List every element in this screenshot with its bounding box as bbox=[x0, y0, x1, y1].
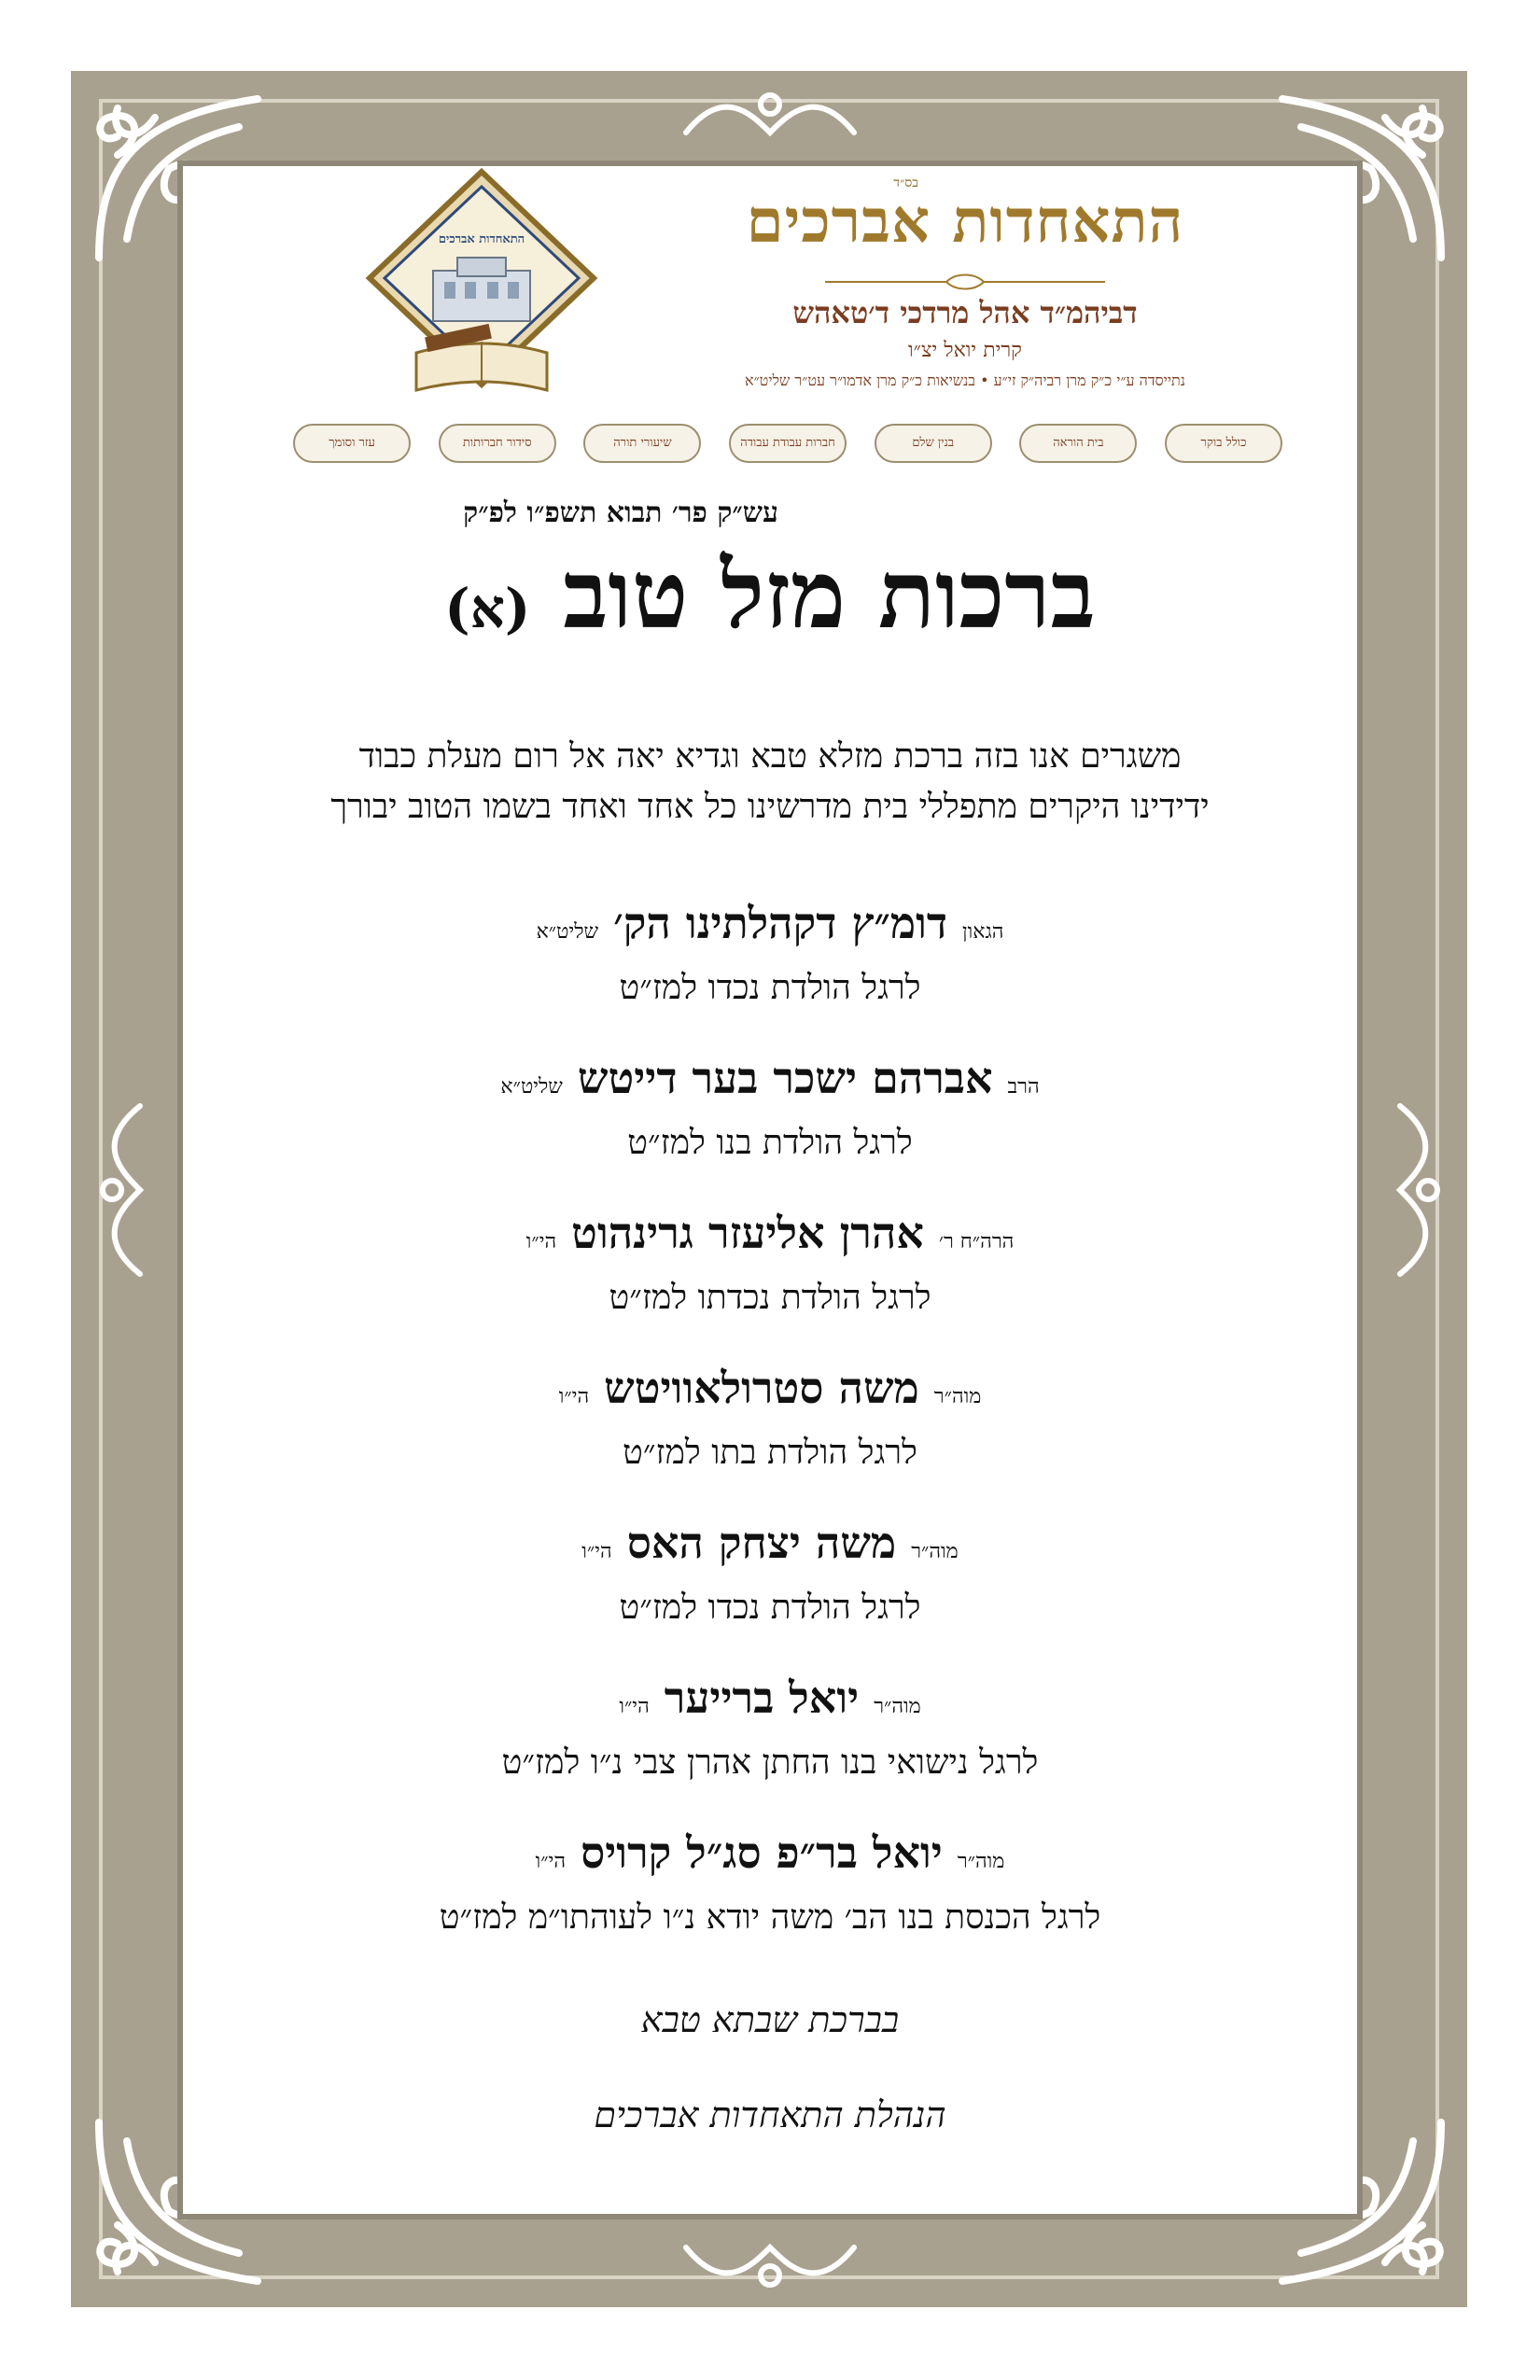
recipient-name: משה סטרולאוויטש bbox=[604, 1363, 919, 1413]
bsd-mark: בס״ד bbox=[893, 175, 918, 190]
recipient-suffix: שליט״א bbox=[500, 1075, 563, 1099]
recipient-suffix: שליט״א bbox=[536, 920, 599, 944]
occasion-text: לרגל הכנסת בנו הב׳ משה יודא נ״ו לעוהתו״מ למז״ט bbox=[439, 1898, 1101, 1937]
recipient-line bbox=[183, 1204, 1357, 1271]
recipient-name: אברהם ישכר בער דייטש bbox=[577, 1053, 993, 1103]
edge-ornament-left bbox=[84, 1097, 159, 1283]
nav-item-ezer-vesomech[interactable]: עזר וסומך bbox=[293, 424, 411, 463]
congratulation-entry bbox=[183, 1049, 1357, 1204]
recipient-title: הגאון bbox=[962, 920, 1004, 944]
recipient-name: משה יצחק האס bbox=[626, 1518, 897, 1568]
title-number: (א) bbox=[444, 577, 531, 640]
signature-line: הנהלת התאחדות אברכים bbox=[594, 2094, 946, 2135]
recipient-line bbox=[183, 1049, 1357, 1116]
recipient-title: הרה״ח ר׳ bbox=[938, 1230, 1015, 1253]
occasion-text: לרגל נישואי בנו החתן אהרן צבי נ״ו למז״ט bbox=[501, 1743, 1039, 1782]
recipient-suffix: הי״ו bbox=[525, 1230, 557, 1253]
nav-item-shiurei-torah[interactable]: שיעורי תורה bbox=[583, 424, 701, 463]
nav-item-kollel-boker[interactable]: כולל בוקר bbox=[1165, 424, 1282, 463]
synagogue-emblem-icon bbox=[360, 166, 603, 418]
congratulation-entry bbox=[183, 1514, 1357, 1669]
edge-ornament-right bbox=[1381, 1097, 1456, 1283]
intro-line: ידידינו היקרים מתפללי בית מדרשינו כל אחד ואחד בשמו הטוב יבורך bbox=[330, 788, 1210, 826]
occasion-text: לרגל הולדת נכדו למז״ט bbox=[619, 1589, 921, 1627]
congratulation-entry bbox=[183, 894, 1357, 1049]
recipient-name: אהרן אליעזר גרינהוט bbox=[571, 1208, 924, 1258]
intro-paragraph bbox=[211, 732, 1329, 833]
recipient-line bbox=[183, 1669, 1357, 1736]
occasion-text: לרגל הולדת נכדתו למז״ט bbox=[609, 1279, 931, 1317]
occasion-text: לרגל הולדת נכדו למז״ט bbox=[619, 969, 921, 1007]
intro-line: משגרים אנו בזה ברכת מזלא טבא וגדיא יאה אל רום מעלת כבוד bbox=[358, 737, 1182, 776]
recipient-suffix: הי״ו bbox=[558, 1385, 590, 1408]
recipient-suffix: הי״ו bbox=[619, 1695, 650, 1718]
logo-title: התאחדות אברכים bbox=[438, 232, 525, 246]
recipient-name: דומ״ץ דקהלתינו הק׳ bbox=[613, 898, 948, 948]
date-line: עש״ק פר׳ תבוא תשפ״ו לפ״ק bbox=[463, 497, 778, 529]
recipient-title: מוה״ר bbox=[911, 1540, 959, 1563]
organization-founding-line: נתייסדה ע״י כ״ק מרן רביה״ק זי״ע • בנשיאות כ״ק מרן אדמו״ר עט״ר שליט״א bbox=[744, 371, 1186, 389]
recipient-suffix: הי״ו bbox=[581, 1540, 612, 1563]
announcement-content bbox=[183, 166, 1357, 2214]
nav-item-siddur-chavrusos[interactable]: סידור חברותות bbox=[439, 424, 556, 463]
edge-ornament-top bbox=[677, 77, 863, 151]
congratulation-entry bbox=[183, 1204, 1357, 1359]
recipient-title: מוה״ר bbox=[874, 1695, 921, 1718]
nav-item-binyan-shalem[interactable]: בנין שלם bbox=[875, 424, 992, 463]
organization-location: קרית יואל יצ״ו bbox=[908, 339, 1022, 362]
department-nav bbox=[293, 424, 1282, 467]
congratulation-entry bbox=[183, 1359, 1357, 1514]
recipient-name: יואל בר״פ סג״ל קרויס bbox=[581, 1827, 943, 1878]
recipient-title: מוה״ר bbox=[933, 1385, 982, 1408]
page-title bbox=[183, 539, 1357, 650]
title-text: ברכות מזל טוב bbox=[563, 539, 1096, 650]
nav-item-chevros-avodah[interactable]: חברות עבודת עבודה bbox=[729, 424, 847, 463]
recipient-suffix: הי״ו bbox=[535, 1850, 567, 1873]
title-divider bbox=[825, 273, 1105, 291]
organization-subtitle: דביהמ״ד אהל מרדכי ד׳טאהש bbox=[792, 295, 1138, 330]
congratulation-entry bbox=[183, 1824, 1357, 1979]
edge-ornament-bottom bbox=[677, 2229, 863, 2303]
occasion-text: לרגל הולדת בתו למז״ט bbox=[623, 1434, 917, 1472]
recipient-line bbox=[183, 1824, 1357, 1891]
recipient-line bbox=[183, 1514, 1357, 1581]
recipient-title: הרב bbox=[1007, 1075, 1040, 1099]
organization-title: התאחדות אברכים bbox=[746, 187, 1184, 257]
recipient-title: מוה״ר bbox=[957, 1850, 1005, 1873]
closing-blessing: בברכת שבתא טבא bbox=[640, 1999, 900, 2040]
congratulation-list bbox=[183, 894, 1357, 1979]
recipient-name: יואל ברייער bbox=[664, 1673, 860, 1723]
occasion-text: לרגל הולדת בנו למז״ט bbox=[627, 1124, 913, 1162]
recipient-line bbox=[183, 894, 1357, 961]
recipient-line bbox=[183, 1359, 1357, 1426]
congratulation-entry bbox=[183, 1669, 1357, 1824]
nav-item-beis-horaah[interactable]: בית הוראה bbox=[1019, 424, 1137, 463]
